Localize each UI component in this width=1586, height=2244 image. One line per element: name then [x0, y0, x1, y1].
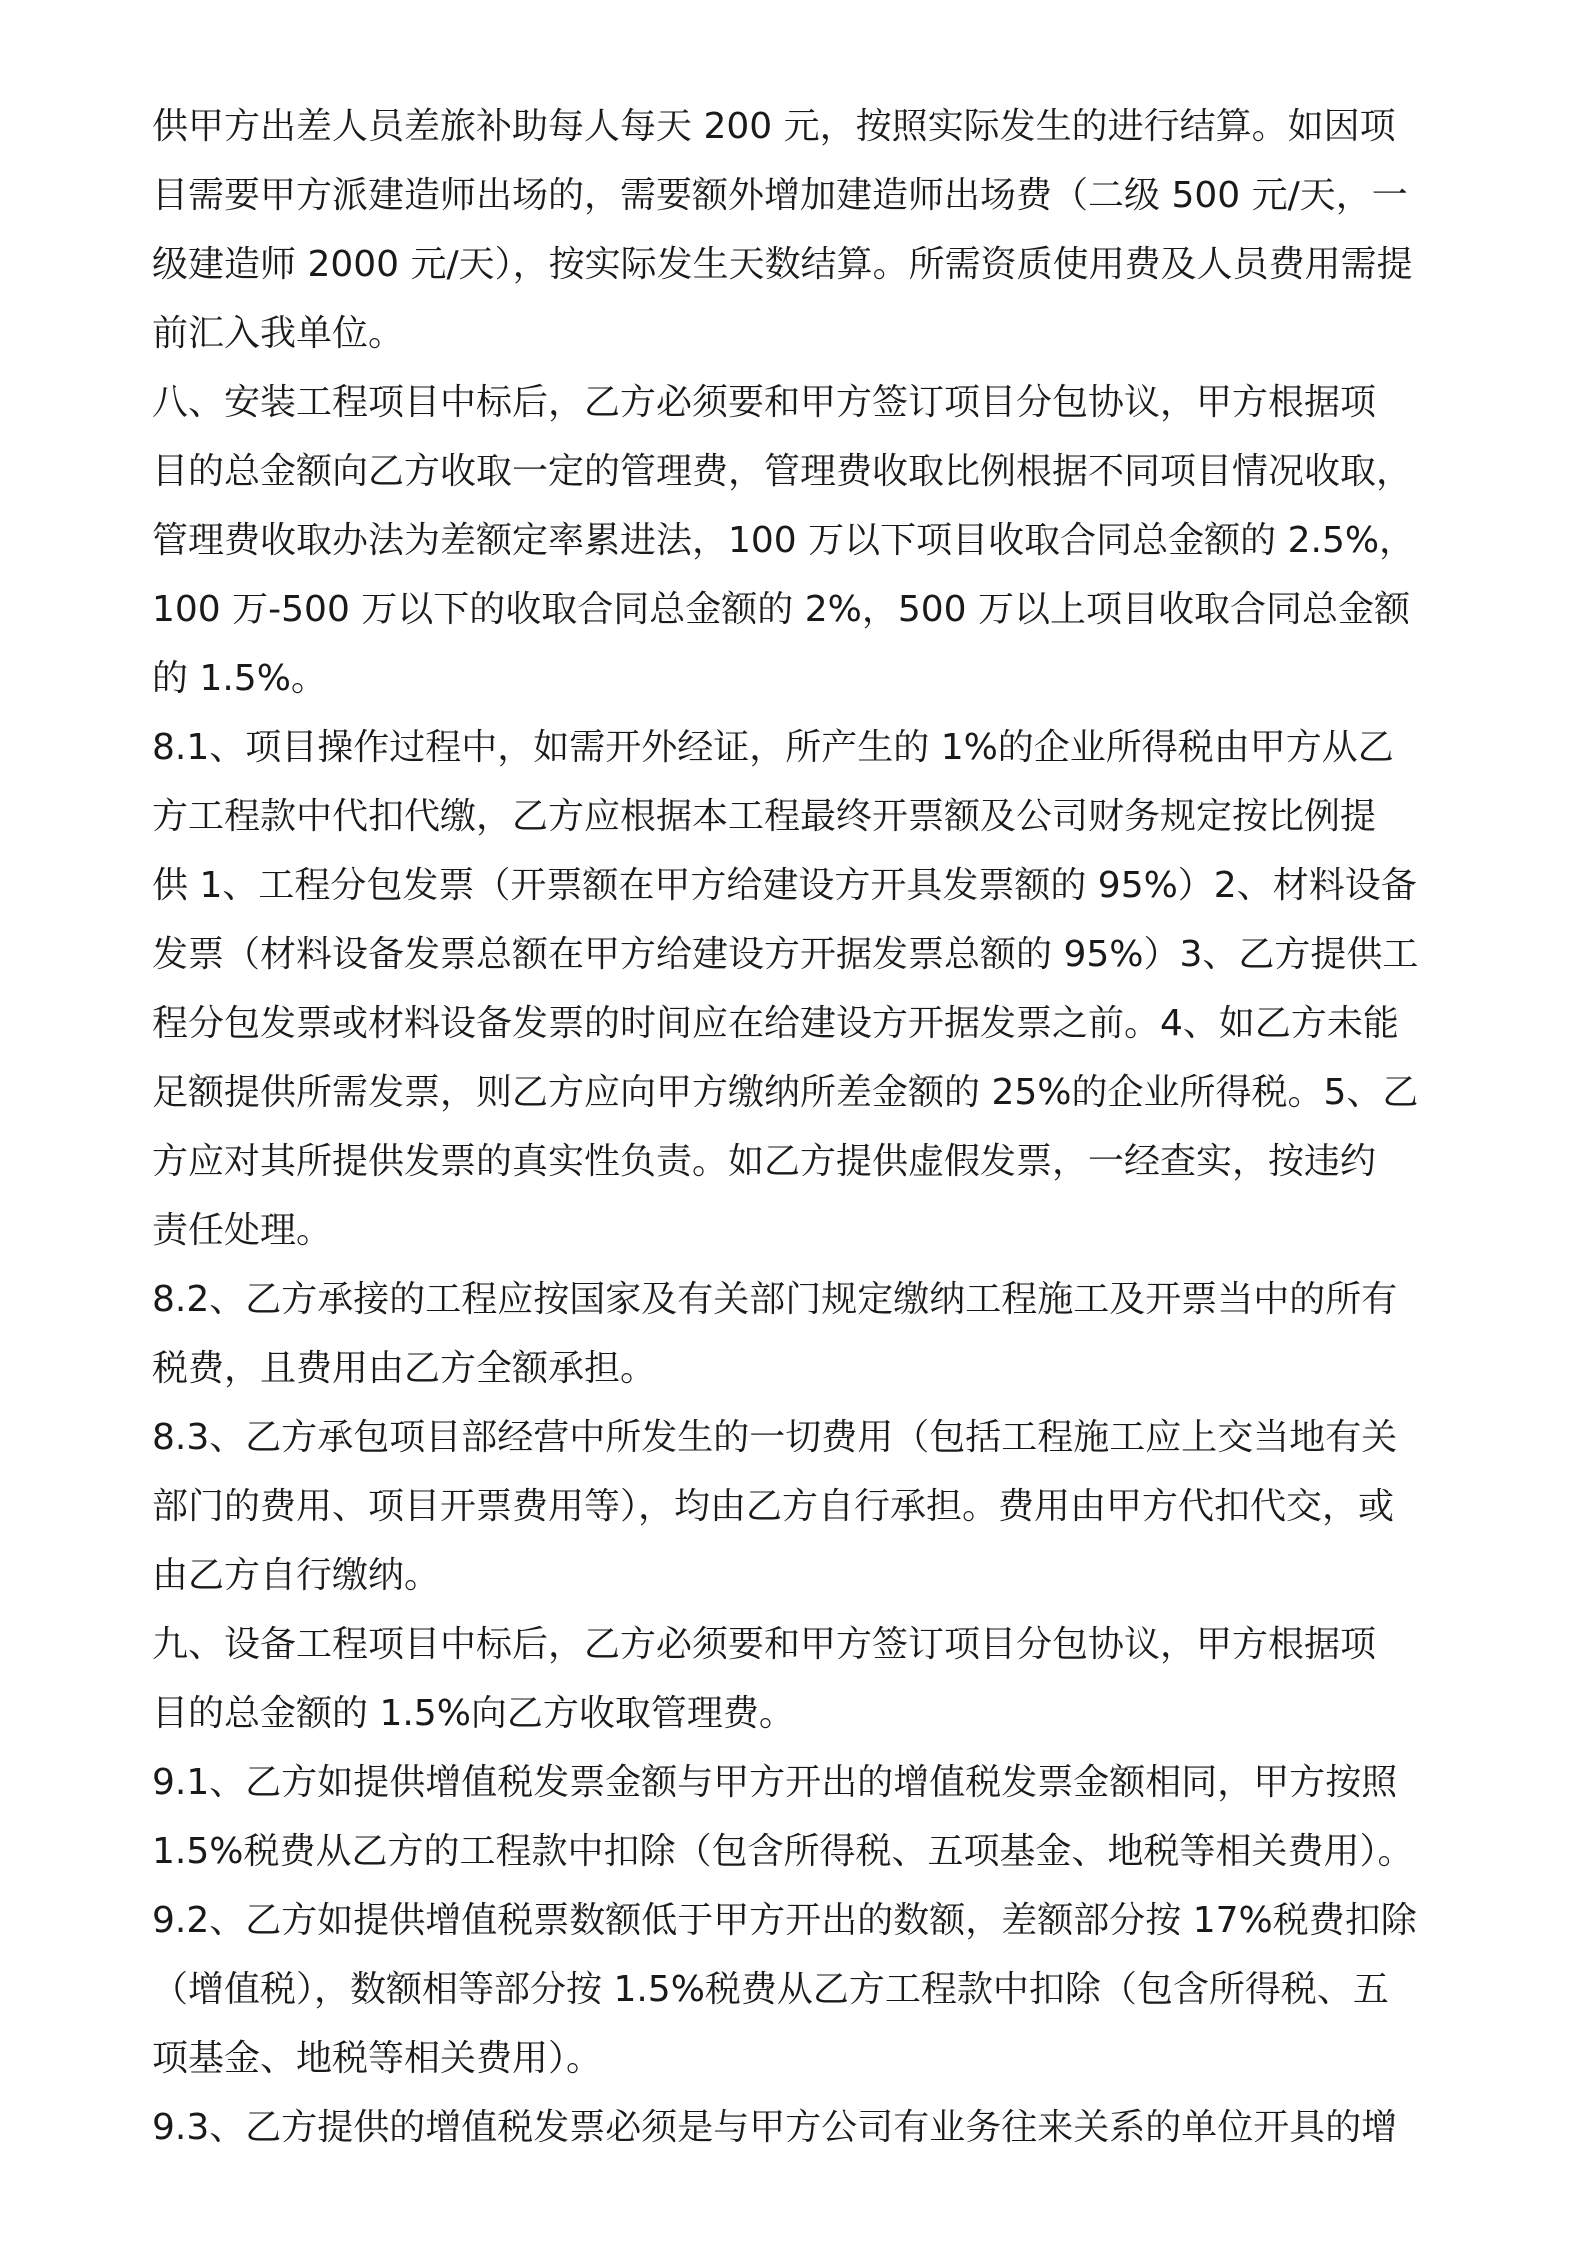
text-line: 方应对其所提供发票的真实性负责。如乙方提供虚假发票，一经查实，按违约 — [152, 1141, 1377, 1182]
text-line: 由乙方自行缴纳。 — [152, 1555, 441, 1596]
text-line: 目的总金额向乙方收取一定的管理费，管理费收取比例根据不同项目情况收取， — [152, 451, 1413, 492]
text-line: 方工程款中代扣代缴，乙方应根据本工程最终开票额及公司财务规定按比例提 — [152, 796, 1377, 837]
document-body — [152, 92, 1452, 2162]
text-line: （增值税），数额相等部分按 1.5%税费从乙方工程款中扣除（包含所得税、五 — [152, 1969, 1389, 2010]
text-line: 税费，且费用由乙方全额承担。 — [152, 1348, 657, 1389]
text-line: 发票（材料设备发票总额在甲方给建设方开据发票总额的 95%）3、乙方提供工 — [152, 934, 1419, 975]
clause-8-2-line: 8.2、乙方承接的工程应按国家及有关部门规定缴纳工程施工及开票当中的所有 — [152, 1279, 1398, 1320]
section-8-heading-line: 八、安装工程项目中标后，乙方必须要和甲方签订项目分包协议，甲方根据项 — [152, 382, 1377, 423]
text-line: 的 1.5%。 — [152, 658, 327, 699]
text-line: 程分包发票或材料设备发票的时间应在给建设方开据发票之前。4、如乙方未能 — [152, 1003, 1399, 1044]
text-line: 1.5%税费从乙方的工程款中扣除（包含所得税、五项基金、地税等相关费用）。 — [152, 1831, 1414, 1872]
clause-8-1-line: 8.1、项目操作过程中，如需开外经证，所产生的 1%的企业所得税由甲方从乙 — [152, 727, 1394, 768]
section-9-heading-line: 九、设备工程项目中标后，乙方必须要和甲方签订项目分包协议，甲方根据项 — [152, 1624, 1377, 1665]
text-line: 前汇入我单位。 — [152, 313, 405, 354]
text-line: 目需要甲方派建造师出场的，需要额外增加建造师出场费（二级 500 元/天，一 — [152, 175, 1408, 216]
text-line: 部门的费用、项目开票费用等），均由乙方自行承担。费用由甲方代扣代交，或 — [152, 1486, 1395, 1527]
clause-8-3-line: 8.3、乙方承包项目部经营中所发生的一切费用（包括工程施工应上交当地有关 — [152, 1417, 1398, 1458]
clause-9-3-line: 9.3、乙方提供的增值税发票必须是与甲方公司有业务往来关系的单位开具的增 — [152, 2107, 1398, 2148]
text-line: 足额提供所需发票，则乙方应向甲方缴纳所差金额的 25%的企业所得税。5、乙 — [152, 1072, 1419, 1113]
text-line: 供 1、工程分包发票（开票额在甲方给建设方开具发票额的 95%）2、材料设备 — [152, 865, 1417, 906]
text-line: 项基金、地税等相关费用）。 — [152, 2038, 603, 2079]
text-line: 级建造师 2000 元/天），按实际发生天数结算。所需资质使用费及人员费用需提 — [152, 244, 1413, 285]
clause-9-2-line: 9.2、乙方如提供增值税票数额低于甲方开出的数额，差额部分按 17%税费扣除 — [152, 1900, 1417, 1941]
text-line: 管理费收取办法为差额定率累进法，100 万以下项目收取合同总金额的 2.5%， — [152, 520, 1416, 561]
text-line: 100 万-500 万以下的收取合同总金额的 2%，500 万以上项目收取合同总金额 — [152, 589, 1411, 630]
text-line: 供甲方出差人员差旅补助每人每天 200 元，按照实际发生的进行结算。如因项 — [152, 106, 1396, 147]
text-line: 责任处理。 — [152, 1210, 333, 1251]
text-line: 目的总金额的 1.5%向乙方收取管理费。 — [152, 1693, 795, 1734]
clause-9-1-line: 9.1、乙方如提供增值税发票金额与甲方开出的增值税发票金额相同，甲方按照 — [152, 1762, 1398, 1803]
